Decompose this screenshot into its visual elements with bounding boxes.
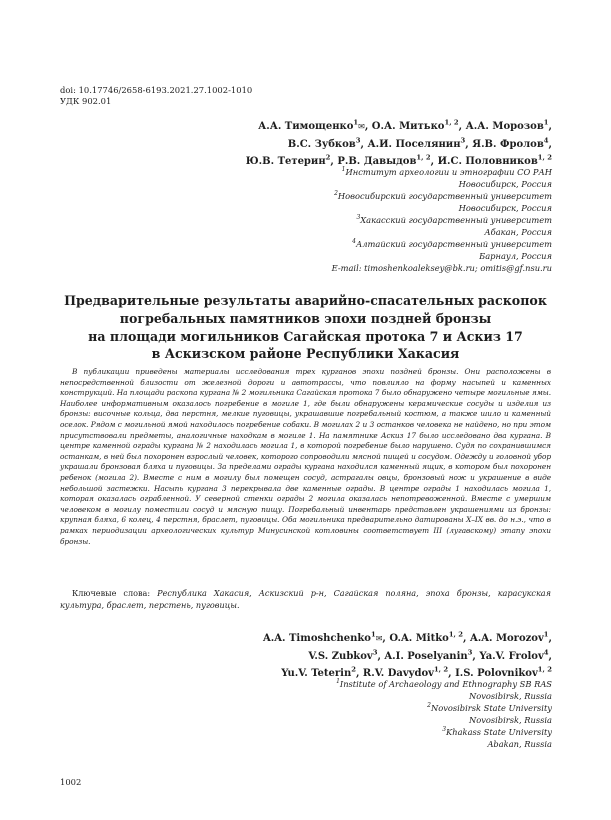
author-name: A.A. Timoshchenko <box>263 633 371 644</box>
author-name: , I.S. Polovnikov <box>448 668 538 679</box>
doi-line[interactable]: doi: 10.17746/2658-6193.2021.27.1002-1010 <box>60 85 253 95</box>
author-affil-sup: 3 <box>460 136 466 145</box>
udk-line: УДК 902.01 <box>60 96 112 106</box>
author-affil-sup: 1, 2 <box>444 118 459 127</box>
author-name: , A.A. Morozov <box>463 633 544 644</box>
affiliation-sup: 1 <box>341 166 346 174</box>
affiliation-text: Новосибирск, Россия <box>458 203 552 213</box>
author-affil-sup: 3 <box>355 136 361 145</box>
affiliation-text: Institute of Archaeology and Ethnography SB RAS <box>339 679 552 689</box>
author-separator: , <box>548 650 552 662</box>
author-affil-sup: 1, 2 <box>537 665 552 674</box>
author-line <box>92 118 552 136</box>
affiliation-line <box>132 214 552 226</box>
affiliation-line <box>132 166 552 178</box>
keywords <box>60 587 551 611</box>
author-affil-sup: 2 <box>325 153 331 162</box>
affiliations-en <box>132 678 552 750</box>
author-name: , Ya.V. Frolov <box>472 650 544 662</box>
author-affil-sup: 4 <box>543 136 549 145</box>
author-name: , O.A. Mitko <box>382 633 449 644</box>
author-name: , О.А. Митько <box>364 121 445 132</box>
affiliation-sup: 3 <box>442 726 447 734</box>
page-number: 1002 <box>60 777 82 787</box>
author-affil-sup: 1 <box>370 630 376 639</box>
author-name: , Р.В. Давыдов <box>330 156 417 167</box>
affiliation-text: Новосибирск, Россия <box>458 179 552 189</box>
author-name: , И.С. Половников <box>430 156 538 167</box>
author-name: , A.I. Poselyanin <box>377 650 468 662</box>
keywords-text: Республика Хакасия, Аскизский р-н, Сагайская поляна, эпоха бронзы, карасукская культура, браслет, перстень, пуговицы. <box>60 588 551 610</box>
keywords-label: Ключевые слова: <box>72 588 151 598</box>
affiliation-text: Абакан, Россия <box>484 227 552 237</box>
affiliations-ru <box>132 166 552 274</box>
affiliation-text: Новосибирский государственный университет <box>337 191 552 201</box>
affiliation-sup: 2 <box>334 190 338 198</box>
affiliation-text: Барнаул, Россия <box>479 251 552 261</box>
author-affil-sup: 3 <box>372 648 378 657</box>
author-affil-sup: 1, 2 <box>448 630 464 639</box>
affiliation-text: Novosibirsk, Russia <box>468 691 552 701</box>
author-affil-sup: 1 <box>543 118 549 127</box>
author-line <box>92 648 552 666</box>
affiliation-line <box>132 726 552 738</box>
affiliation-sup: 1 <box>336 678 340 686</box>
envelope-icon[interactable]: ✉ <box>375 634 383 643</box>
affiliation-text: Abakan, Russia <box>487 739 552 749</box>
affiliation-text: Институт археологии и этнографии СО РАН <box>345 167 552 177</box>
author-name: А.А. Тимощенко <box>258 121 354 132</box>
affiliation-line <box>132 178 552 190</box>
affiliation-line <box>132 690 552 702</box>
email-line[interactable]: E-mail: timoshenkoaleksey@bk.ru; omitis@gf.nsu.ru <box>331 263 552 273</box>
author-affil-sup: 1, 2 <box>433 665 449 674</box>
author-name: , А.И. Поселянин <box>360 138 461 150</box>
author-affil-sup: 1 <box>353 118 359 127</box>
affiliation-text: Алтайский государственный университет <box>355 239 552 249</box>
affiliation-sup: 4 <box>352 238 356 246</box>
affiliation-line <box>132 238 552 250</box>
author-name: V.S. Zubkov <box>308 650 373 662</box>
affiliation-line <box>132 738 552 750</box>
affiliation-line <box>132 202 552 214</box>
author-affil-sup: 1, 2 <box>537 153 552 162</box>
author-affil-sup: 2 <box>351 665 356 674</box>
author-name: , А.А. Морозов <box>458 121 544 132</box>
author-affil-sup: 1 <box>543 630 549 639</box>
affiliation-sup: 2 <box>427 702 431 710</box>
author-line <box>92 136 552 154</box>
author-separator: , <box>548 633 552 644</box>
author-name: Ю.В. Тетерин <box>245 156 326 167</box>
envelope-icon[interactable]: ✉ <box>358 122 365 131</box>
title-line: на площади могильников Сагайская протока 7 и Аскиз 17 <box>88 328 523 344</box>
affiliation-text: Хакасский государственный университет <box>360 215 552 225</box>
author-name: Yu.V. Teterin <box>281 668 352 679</box>
affiliation-line <box>132 190 552 202</box>
author-affil-sup: 4 <box>543 648 549 657</box>
author-separator: , <box>548 121 552 132</box>
author-line <box>92 630 552 648</box>
affiliation-text: Novosibirsk, Russia <box>468 715 552 725</box>
affiliation-sup: 3 <box>356 214 361 222</box>
author-affil-sup: 3 <box>467 648 473 657</box>
author-name: , R.V. Davydov <box>355 668 434 679</box>
title-line: Предварительные результаты аварийно-спасательных раскопок <box>64 293 547 308</box>
author-affil-sup: 1, 2 <box>416 153 431 162</box>
affiliation-line <box>132 678 552 690</box>
affiliation-text: Khakass State University <box>446 727 552 737</box>
author-name: , Я.В. Фролов <box>465 138 544 150</box>
title-line: погребальных памятников эпохи поздней бронзы <box>119 310 492 326</box>
affiliation-line <box>132 226 552 238</box>
author-name: В.С. Зубков <box>287 138 356 150</box>
author-separator: , <box>548 138 552 150</box>
title-line: в Аскизском районе Республики Хакасия <box>151 346 460 362</box>
affiliation-line <box>132 714 552 726</box>
article-meta <box>60 85 252 107</box>
affiliation-line <box>132 702 552 714</box>
affiliation-line <box>132 250 552 262</box>
affiliation-text: Novosibirsk State University <box>430 703 552 713</box>
abstract: В публикации приведены материалы исследования трех курганов эпохи поздней бронзы. Они расположены в непосредственной близости от железной дороги и автотрассы, что повлияло на форму насыпей и каменных конструкций. На площади раскопа кургана № 2 могильника Сагайская протока 7 было обнаружено четыре могильные ямы. Наиболее информативным оказалось погребение в могиле 1, где были обнаружены керамические сосуды и изделия из бронзы: височные кольца, два перстня, мелкие пуговицы, украшавшие погребальный костюм, а также шило и каменный оселок. Рядом с могильной ямой находилось погребение собаки. В могилах 2 и 3 останков человека не найдено, но при этом присутствовали предметы, аналогичные находкам в могиле 1. На памятнике Аскиз 17 было исследовано два кургана. В центре каменной ограды кургана № 2 находилась могила 1, в которой погребение было нарушено. Судя по сохранившимся останкам, в ней был похоронен взрослый человек, которого сопроводили мясной пищей и сосудом. Одежду и головной убор украшали бронзовая бляха и пуговицы. За пределами ограды кургана находился каменный ящик, в котором был похоронен ребенок (могила 2). Вместе с ним в могилу был помещен сосуд, астрагалы овцы, бронзовый нож и украшение в виде небольшой застежки. Насыпь кургана 3 перекрывала две каменные ограды. В центре ограды 1 находилась могила 1, которая оказалась ограбленной. У северной стенки ограды 2 могила оказалась непотревоженной. Вместе с умершим человеком в могилу поместили сосуд и мясную пищу. Погребальный инвентарь представлен украшениями из бронзы: крупная бляха, 6 колец, 4 перстня, браслет, пуговицы. Оба могильника предварительно датированы X–IX вв. до н.э., что в рамках периодизации археологических культур Минусинской котловины соответствует III (лугавскому) этапу эпохи бронзы. <box>60 367 551 546</box>
article-title <box>40 292 571 363</box>
